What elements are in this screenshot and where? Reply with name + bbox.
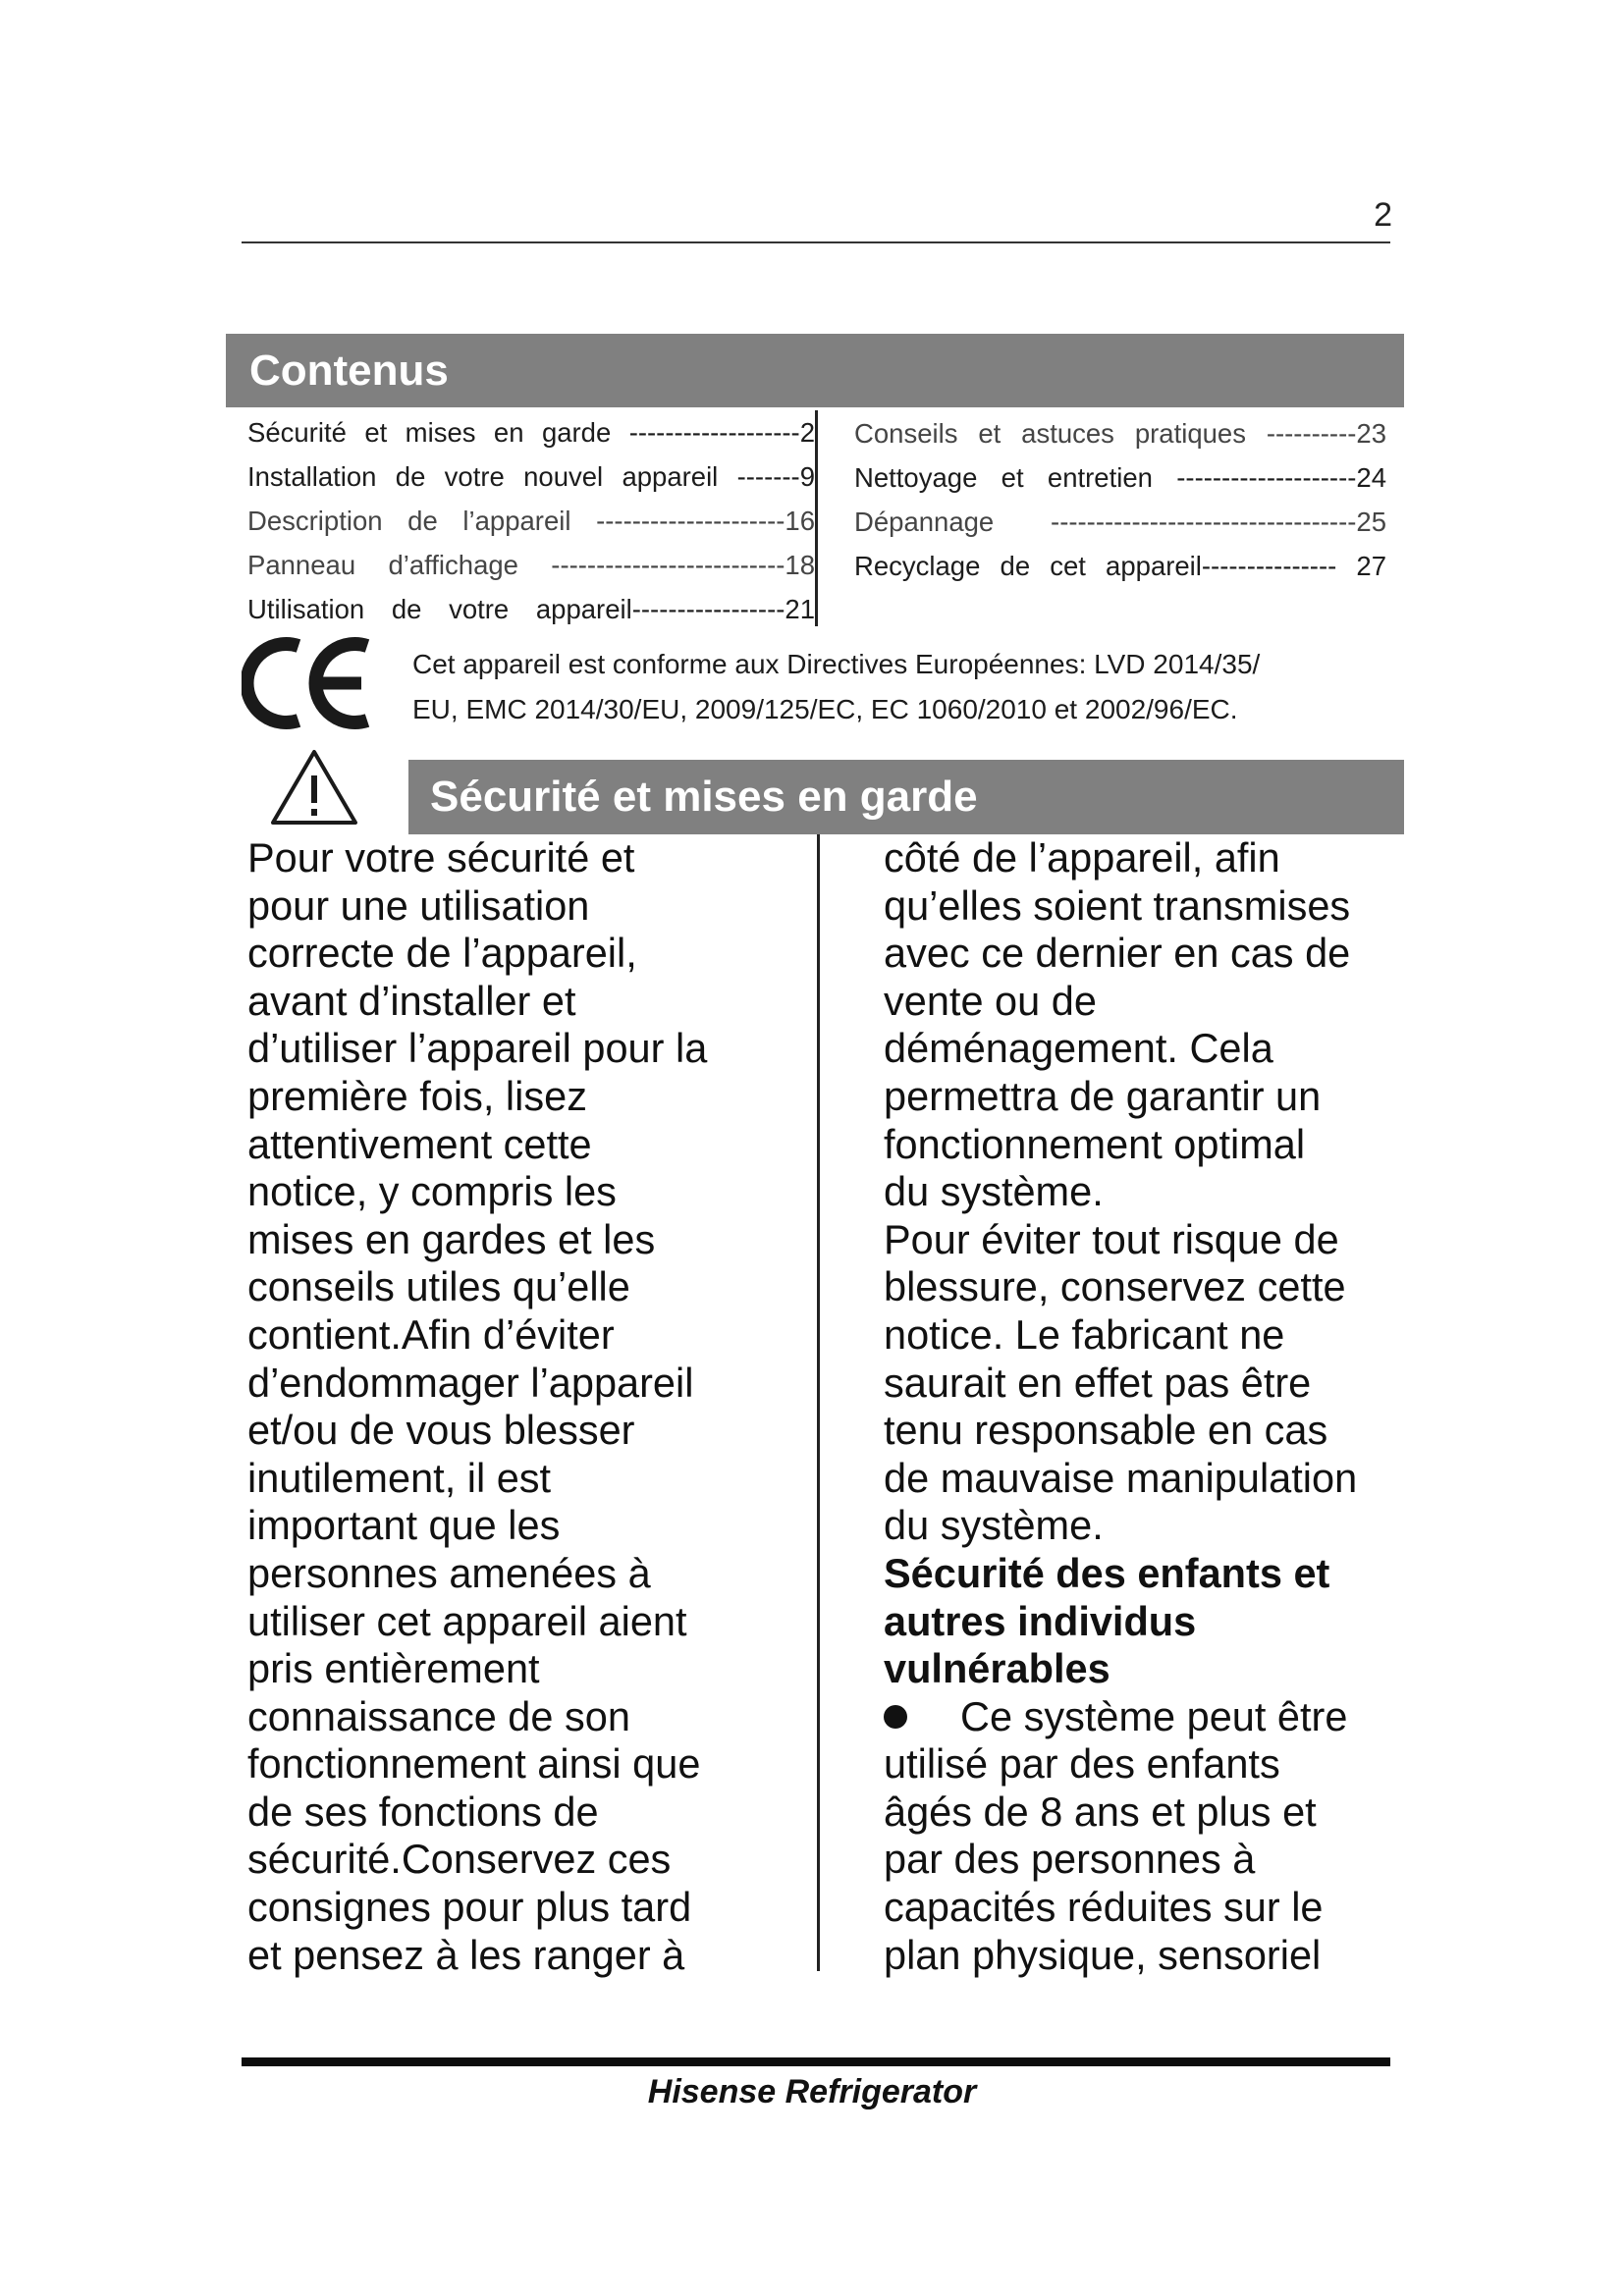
- body-line: du système.: [884, 1168, 1104, 1215]
- body-line: Pour éviter tout risque de: [884, 1215, 1339, 1262]
- warning-icon: [267, 746, 361, 828]
- toc-entry[interactable]: Sécurité et mises en garde -------------------2: [247, 417, 815, 448]
- body-line: contient.Afin d’éviter: [247, 1310, 615, 1358]
- body-line: fonctionnement ainsi que: [247, 1740, 701, 1788]
- body-line: avant d’installer et: [247, 977, 576, 1024]
- body-line: blessure, conservez cette: [884, 1263, 1346, 1310]
- body-line: important que les: [247, 1502, 561, 1549]
- toc-entry[interactable]: Utilisation de votre appareil-----------------21: [247, 594, 815, 624]
- body-line: permettra de garantir un: [884, 1072, 1322, 1119]
- body-line: par des personnes à: [884, 1836, 1256, 1883]
- subheading-line: autres individus: [884, 1597, 1197, 1644]
- page-number: 2: [1374, 196, 1392, 234]
- body-line: du système.: [884, 1502, 1104, 1549]
- safety-left-column: [247, 834, 820, 1978]
- body-line: mises en gardes et les: [247, 1215, 656, 1262]
- body-line: de ses fonctions de: [247, 1788, 599, 1835]
- toc-entry[interactable]: Dépannage ----------------------------------25: [854, 507, 1386, 537]
- body-line: déménagement. Cela: [884, 1025, 1273, 1072]
- body-line: notice. Le fabricant ne: [884, 1310, 1285, 1358]
- subheading-line: vulnérables: [884, 1645, 1110, 1692]
- body-line: inutilement, il est: [247, 1454, 552, 1501]
- toc-entry[interactable]: Panneau d’affichage --------------------------18: [247, 550, 815, 580]
- bullet-text: Ce système peut être: [960, 1692, 1348, 1739]
- toc-left-column: [247, 410, 818, 626]
- bullet-icon: [884, 1705, 907, 1729]
- body-line: plan physique, sensoriel: [884, 1931, 1322, 1978]
- body-line: utilisé par des enfants: [884, 1740, 1280, 1788]
- body-line: utiliser cet appareil aient: [247, 1597, 687, 1644]
- body-line: de mauvaise manipulation: [884, 1454, 1358, 1501]
- ce-line: EU, EMC 2014/30/EU, 2009/125/EC, EC 1060/2010 et 2002/96/EC.: [412, 694, 1238, 724]
- body-line: tenu responsable en cas: [884, 1407, 1328, 1454]
- body-line: personnes amenées à: [247, 1549, 651, 1596]
- body-line: correcte de l’appareil,: [247, 930, 637, 977]
- footer-brand: Hisense Refrigerator: [647, 2073, 977, 2110]
- subheading-line: Sécurité des enfants et: [884, 1549, 1330, 1596]
- toc-entry[interactable]: Conseils et astuces pratiques ----------23: [854, 418, 1386, 449]
- body-line: capacités réduites sur le: [884, 1884, 1324, 1931]
- body-line: notice, y compris les: [247, 1168, 617, 1215]
- body-line: avec ce dernier en cas de: [884, 930, 1351, 977]
- body-line: vente ou de: [884, 977, 1097, 1024]
- ce-compliance-text: [412, 642, 1394, 732]
- body-line: âgés de 8 ans et plus et: [884, 1788, 1317, 1835]
- body-line: Pour votre sécurité et: [247, 834, 635, 881]
- body-line: saurait en effet pas être: [884, 1359, 1312, 1406]
- body-line: d’endommager l’appareil: [247, 1359, 694, 1406]
- body-line: sécurité.Conservez ces: [247, 1836, 672, 1883]
- contents-heading: Contenus: [226, 334, 1404, 407]
- ce-line: Cet appareil est conforme aux Directives Européennes: LVD 2014/35/: [412, 649, 1261, 679]
- toc-entry[interactable]: Description de l’appareil ---------------------16: [247, 506, 815, 536]
- toc-entry[interactable]: Nettoyage et entretien --------------------24: [854, 462, 1386, 493]
- body-line: d’utiliser l’appareil pour la: [247, 1025, 708, 1072]
- body-line: attentivement cette: [247, 1120, 592, 1167]
- body-line: côté de l’appareil, afin: [884, 834, 1280, 881]
- body-line: conseils utiles qu’elle: [247, 1263, 630, 1310]
- header-rule: [242, 241, 1390, 243]
- body-line: et/ou de vous blesser: [247, 1407, 635, 1454]
- bullet-item: [884, 1693, 1414, 1741]
- body-line: connaissance de son: [247, 1692, 630, 1739]
- safety-heading: Sécurité et mises en garde: [408, 760, 1404, 834]
- body-line: qu’elles soient transmises: [884, 881, 1351, 929]
- body-line: fonctionnement optimal: [884, 1120, 1306, 1167]
- body-line: pris entièrement: [247, 1645, 540, 1692]
- toc-right-column: [854, 410, 1386, 587]
- body-line: consignes pour plus tard: [247, 1884, 692, 1931]
- body-line: pour une utilisation: [247, 881, 590, 929]
- body-line: et pensez à les ranger à: [247, 1931, 685, 1978]
- body-line: première fois, lisez: [247, 1072, 587, 1119]
- toc-entry[interactable]: Recyclage de cet appareil--------------- 27: [854, 551, 1386, 581]
- toc-entry[interactable]: Installation de votre nouvel appareil -------9: [247, 461, 815, 492]
- safety-right-column: [884, 834, 1414, 1979]
- footer-rule: [242, 2057, 1390, 2066]
- ce-mark-icon: [242, 636, 375, 730]
